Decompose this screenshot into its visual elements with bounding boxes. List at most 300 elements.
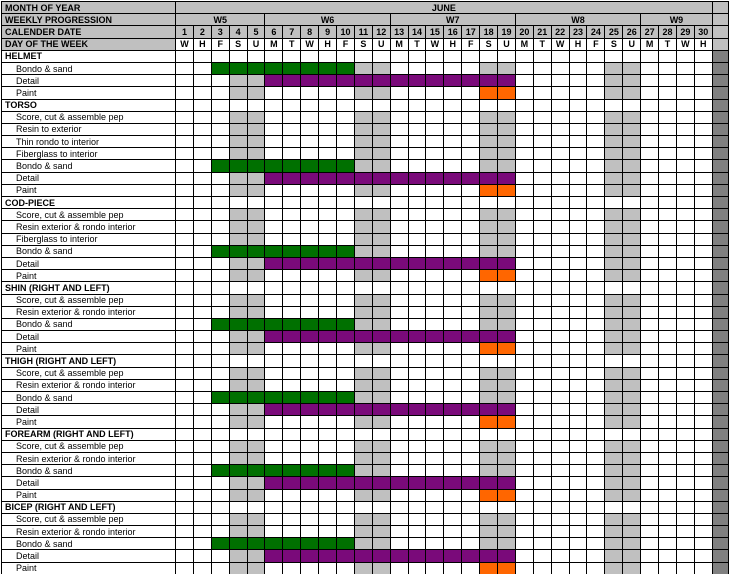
day-cell[interactable] [229,562,247,574]
day-cell[interactable] [605,538,623,550]
day-cell[interactable] [587,392,605,404]
date-cell[interactable]: 27 [641,26,659,38]
day-cell[interactable] [605,513,623,525]
day-cell[interactable] [176,318,194,330]
day-of-week-cell[interactable]: W [676,38,694,50]
bondo-bar-cell[interactable] [265,465,283,477]
day-cell[interactable] [676,331,694,343]
day-cell[interactable] [551,465,569,477]
day-cell[interactable] [498,136,516,148]
day-cell[interactable] [498,245,516,257]
day-cell[interactable] [337,416,355,428]
day-cell[interactable] [587,355,605,367]
day-cell[interactable] [426,379,444,391]
day-cell[interactable] [659,465,677,477]
day-cell[interactable] [480,245,498,257]
day-cell[interactable] [301,416,319,428]
day-cell[interactable] [676,562,694,574]
day-cell[interactable] [533,452,551,464]
bondo-bar-cell[interactable] [301,318,319,330]
day-cell[interactable] [319,294,337,306]
day-cell[interactable] [480,148,498,160]
day-cell[interactable] [480,355,498,367]
detail-bar-cell[interactable] [319,477,337,489]
day-cell[interactable] [444,282,462,294]
day-cell[interactable] [408,538,426,550]
date-cell[interactable]: 8 [301,26,319,38]
day-cell[interactable] [605,306,623,318]
day-cell[interactable] [694,209,712,221]
paint-bar-cell[interactable] [480,416,498,428]
day-cell[interactable] [265,209,283,221]
day-cell[interactable] [193,87,211,99]
day-cell[interactable] [659,87,677,99]
day-of-week-cell[interactable]: U [372,38,390,50]
day-cell[interactable] [354,294,372,306]
week-label[interactable]: W8 [515,14,640,26]
day-cell[interactable] [372,355,390,367]
day-cell[interactable] [623,562,641,574]
day-cell[interactable] [605,245,623,257]
day-cell[interactable] [372,513,390,525]
detail-bar-cell[interactable] [408,257,426,269]
paint-bar-cell[interactable] [498,562,516,574]
day-cell[interactable] [229,197,247,209]
day-cell[interactable] [354,440,372,452]
day-cell[interactable] [676,257,694,269]
day-cell[interactable] [569,416,587,428]
day-cell[interactable] [623,428,641,440]
bondo-bar-cell[interactable] [319,62,337,74]
day-cell[interactable] [390,379,408,391]
task-label[interactable]: Paint [2,270,176,282]
day-cell[interactable] [301,355,319,367]
day-cell[interactable] [676,148,694,160]
day-cell[interactable] [319,562,337,574]
day-cell[interactable] [623,440,641,452]
date-cell[interactable]: 2 [193,26,211,38]
bondo-bar-cell[interactable] [247,465,265,477]
day-cell[interactable] [372,318,390,330]
day-cell[interactable] [176,75,194,87]
day-cell[interactable] [480,379,498,391]
section-title[interactable]: THIGH (RIGHT AND LEFT) [2,355,176,367]
day-cell[interactable] [211,452,229,464]
day-cell[interactable] [462,306,480,318]
date-cell[interactable]: 17 [462,26,480,38]
day-cell[interactable] [533,440,551,452]
day-cell[interactable] [515,355,533,367]
bondo-bar-cell[interactable] [283,160,301,172]
day-cell[interactable] [569,318,587,330]
day-cell[interactable] [372,148,390,160]
day-cell[interactable] [176,50,194,62]
day-of-week-cell[interactable]: F [462,38,480,50]
day-cell[interactable] [337,355,355,367]
day-cell[interactable] [515,233,533,245]
day-cell[interactable] [247,270,265,282]
day-cell[interactable] [229,343,247,355]
day-cell[interactable] [176,489,194,501]
task-label[interactable]: Bondo & sand [2,465,176,477]
day-cell[interactable] [408,294,426,306]
day-cell[interactable] [623,392,641,404]
day-cell[interactable] [587,294,605,306]
day-cell[interactable] [426,392,444,404]
day-cell[interactable] [551,367,569,379]
day-cell[interactable] [623,87,641,99]
day-cell[interactable] [587,404,605,416]
day-cell[interactable] [694,136,712,148]
day-cell[interactable] [676,489,694,501]
day-cell[interactable] [569,62,587,74]
day-cell[interactable] [623,538,641,550]
day-cell[interactable] [337,501,355,513]
day-cell[interactable] [641,477,659,489]
day-cell[interactable] [444,501,462,513]
day-cell[interactable] [372,416,390,428]
day-cell[interactable] [193,465,211,477]
day-cell[interactable] [319,221,337,233]
day-cell[interactable] [354,87,372,99]
day-cell[interactable] [480,221,498,233]
day-cell[interactable] [247,75,265,87]
day-cell[interactable] [569,550,587,562]
day-cell[interactable] [354,343,372,355]
day-cell[interactable] [641,50,659,62]
day-cell[interactable] [641,233,659,245]
day-cell[interactable] [337,233,355,245]
bondo-bar-cell[interactable] [283,62,301,74]
day-cell[interactable] [354,416,372,428]
day-cell[interactable] [659,404,677,416]
day-cell[interactable] [551,404,569,416]
day-cell[interactable] [193,416,211,428]
day-cell[interactable] [390,452,408,464]
day-cell[interactable] [694,75,712,87]
day-cell[interactable] [480,452,498,464]
day-cell[interactable] [533,209,551,221]
day-cell[interactable] [283,501,301,513]
task-label[interactable]: Bondo & sand [2,160,176,172]
day-cell[interactable] [211,367,229,379]
detail-bar-cell[interactable] [265,477,283,489]
day-cell[interactable] [337,123,355,135]
day-cell[interactable] [426,99,444,111]
day-cell[interactable] [390,538,408,550]
day-cell[interactable] [641,270,659,282]
day-cell[interactable] [694,233,712,245]
day-cell[interactable] [515,550,533,562]
day-cell[interactable] [408,111,426,123]
day-cell[interactable] [676,465,694,477]
day-cell[interactable] [587,123,605,135]
day-cell[interactable] [605,562,623,574]
bondo-bar-cell[interactable] [211,392,229,404]
day-cell[interactable] [444,160,462,172]
day-of-week-cell[interactable]: S [229,38,247,50]
day-cell[interactable] [283,270,301,282]
detail-bar-cell[interactable] [426,331,444,343]
day-cell[interactable] [515,99,533,111]
day-cell[interactable] [533,50,551,62]
day-cell[interactable] [605,416,623,428]
day-cell[interactable] [533,489,551,501]
detail-bar-cell[interactable] [301,404,319,416]
day-cell[interactable] [247,233,265,245]
day-cell[interactable] [229,306,247,318]
day-cell[interactable] [283,306,301,318]
day-cell[interactable] [444,440,462,452]
day-cell[interactable] [569,221,587,233]
day-cell[interactable] [265,526,283,538]
day-cell[interactable] [408,148,426,160]
day-cell[interactable] [587,111,605,123]
day-cell[interactable] [515,62,533,74]
day-cell[interactable] [337,221,355,233]
day-cell[interactable] [265,343,283,355]
day-cell[interactable] [408,62,426,74]
detail-bar-cell[interactable] [390,75,408,87]
day-cell[interactable] [659,99,677,111]
bondo-bar-cell[interactable] [211,245,229,257]
task-label[interactable]: Paint [2,489,176,501]
day-cell[interactable] [247,513,265,525]
day-cell[interactable] [515,513,533,525]
day-cell[interactable] [319,209,337,221]
detail-bar-cell[interactable] [301,75,319,87]
day-cell[interactable] [176,233,194,245]
day-cell[interactable] [676,172,694,184]
day-cell[interactable] [247,331,265,343]
end-column-cell[interactable] [712,489,728,501]
day-cell[interactable] [193,343,211,355]
day-cell[interactable] [390,221,408,233]
day-cell[interactable] [551,318,569,330]
day-of-week-label[interactable]: DAY OF THE WEEK [2,38,176,50]
day-cell[interactable] [551,538,569,550]
day-cell[interactable] [354,197,372,209]
detail-bar-cell[interactable] [283,257,301,269]
bondo-bar-cell[interactable] [337,538,355,550]
day-cell[interactable] [676,245,694,257]
day-cell[interactable] [569,562,587,574]
day-cell[interactable] [480,318,498,330]
day-cell[interactable] [659,306,677,318]
day-cell[interactable] [551,257,569,269]
day-cell[interactable] [694,404,712,416]
day-cell[interactable] [659,562,677,574]
detail-bar-cell[interactable] [301,257,319,269]
day-cell[interactable] [319,233,337,245]
day-cell[interactable] [390,87,408,99]
day-cell[interactable] [301,136,319,148]
bondo-bar-cell[interactable] [283,245,301,257]
day-cell[interactable] [426,318,444,330]
day-cell[interactable] [354,148,372,160]
day-cell[interactable] [444,379,462,391]
day-cell[interactable] [533,355,551,367]
day-cell[interactable] [533,550,551,562]
day-cell[interactable] [623,209,641,221]
day-cell[interactable] [694,489,712,501]
day-cell[interactable] [605,526,623,538]
day-cell[interactable] [426,465,444,477]
day-cell[interactable] [354,282,372,294]
day-cell[interactable] [193,550,211,562]
day-cell[interactable] [587,75,605,87]
day-cell[interactable] [587,184,605,196]
day-cell[interactable] [641,440,659,452]
day-cell[interactable] [533,221,551,233]
day-cell[interactable] [623,550,641,562]
day-cell[interactable] [533,392,551,404]
day-cell[interactable] [462,343,480,355]
day-cell[interactable] [569,428,587,440]
day-cell[interactable] [176,379,194,391]
day-cell[interactable] [587,245,605,257]
day-cell[interactable] [301,197,319,209]
day-cell[interactable] [498,526,516,538]
day-cell[interactable] [623,404,641,416]
detail-bar-cell[interactable] [319,172,337,184]
day-cell[interactable] [569,477,587,489]
day-cell[interactable] [372,379,390,391]
day-cell[interactable] [551,294,569,306]
day-cell[interactable] [426,501,444,513]
day-cell[interactable] [193,245,211,257]
day-cell[interactable] [283,562,301,574]
day-cell[interactable] [229,184,247,196]
detail-bar-cell[interactable] [426,477,444,489]
day-cell[interactable] [176,160,194,172]
day-cell[interactable] [193,197,211,209]
day-cell[interactable] [265,294,283,306]
day-cell[interactable] [390,416,408,428]
day-cell[interactable] [515,221,533,233]
bondo-bar-cell[interactable] [319,392,337,404]
day-cell[interactable] [587,257,605,269]
day-cell[interactable] [462,428,480,440]
day-cell[interactable] [694,501,712,513]
detail-bar-cell[interactable] [480,75,498,87]
day-cell[interactable] [533,379,551,391]
day-cell[interactable] [390,245,408,257]
day-cell[interactable] [354,392,372,404]
detail-bar-cell[interactable] [265,550,283,562]
day-cell[interactable] [229,148,247,160]
detail-bar-cell[interactable] [390,404,408,416]
day-cell[interactable] [569,465,587,477]
day-cell[interactable] [283,123,301,135]
day-cell[interactable] [426,62,444,74]
day-cell[interactable] [176,501,194,513]
day-cell[interactable] [641,197,659,209]
day-cell[interactable] [247,136,265,148]
day-cell[interactable] [694,562,712,574]
day-cell[interactable] [337,343,355,355]
day-cell[interactable] [265,197,283,209]
day-cell[interactable] [641,428,659,440]
day-cell[interactable] [694,318,712,330]
day-cell[interactable] [659,501,677,513]
detail-bar-cell[interactable] [498,172,516,184]
day-cell[interactable] [659,392,677,404]
day-cell[interactable] [605,404,623,416]
day-cell[interactable] [247,343,265,355]
day-cell[interactable] [623,62,641,74]
day-cell[interactable] [211,501,229,513]
day-cell[interactable] [265,355,283,367]
day-cell[interactable] [587,306,605,318]
end-column-cell[interactable] [712,38,728,50]
day-cell[interactable] [498,209,516,221]
end-column-cell[interactable] [712,197,728,209]
date-cell[interactable]: 6 [265,26,283,38]
day-cell[interactable] [390,294,408,306]
day-cell[interactable] [426,306,444,318]
day-cell[interactable] [694,99,712,111]
day-cell[interactable] [641,452,659,464]
detail-bar-cell[interactable] [354,75,372,87]
task-label[interactable]: Bondo & sand [2,318,176,330]
end-column-cell[interactable] [712,172,728,184]
day-cell[interactable] [390,440,408,452]
day-cell[interactable] [193,477,211,489]
end-column-cell[interactable] [712,87,728,99]
day-cell[interactable] [694,87,712,99]
day-cell[interactable] [176,404,194,416]
day-cell[interactable] [551,550,569,562]
day-cell[interactable] [301,306,319,318]
bondo-bar-cell[interactable] [265,160,283,172]
day-cell[interactable] [301,440,319,452]
day-cell[interactable] [569,379,587,391]
day-cell[interactable] [390,489,408,501]
day-cell[interactable] [354,209,372,221]
task-label[interactable]: Resin exterior & rondo interior [2,526,176,538]
date-cell[interactable]: 14 [408,26,426,38]
day-cell[interactable] [515,489,533,501]
day-cell[interactable] [551,245,569,257]
date-cell[interactable]: 22 [551,26,569,38]
day-cell[interactable] [551,50,569,62]
day-of-week-cell[interactable]: T [283,38,301,50]
day-cell[interactable] [319,306,337,318]
day-cell[interactable] [193,452,211,464]
day-cell[interactable] [480,160,498,172]
end-column-cell[interactable] [712,465,728,477]
bondo-bar-cell[interactable] [229,392,247,404]
day-cell[interactable] [372,184,390,196]
day-cell[interactable] [193,148,211,160]
day-cell[interactable] [605,343,623,355]
day-cell[interactable] [569,440,587,452]
day-cell[interactable] [694,513,712,525]
detail-bar-cell[interactable] [265,75,283,87]
day-cell[interactable] [515,392,533,404]
day-cell[interactable] [533,538,551,550]
day-cell[interactable] [176,477,194,489]
day-cell[interactable] [659,343,677,355]
day-cell[interactable] [283,379,301,391]
day-cell[interactable] [176,99,194,111]
month-value[interactable]: JUNE [176,2,713,14]
day-cell[interactable] [480,50,498,62]
day-cell[interactable] [694,306,712,318]
detail-bar-cell[interactable] [319,331,337,343]
detail-bar-cell[interactable] [265,172,283,184]
